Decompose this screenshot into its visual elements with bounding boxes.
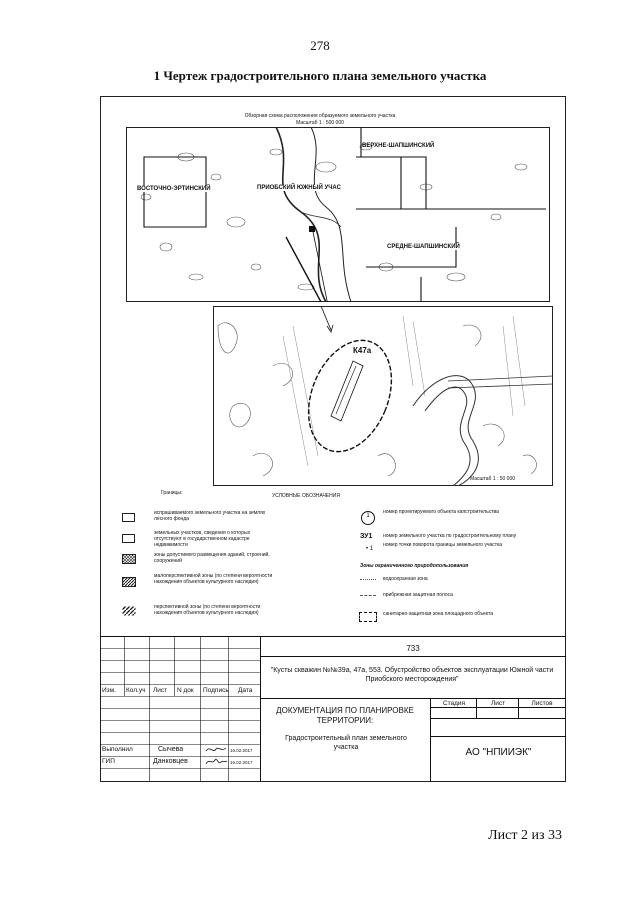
area-label-priobsky: ПРИОБСКИЙ ЮЖНЫЙ УЧАС bbox=[257, 185, 341, 191]
legend-symbol-point: • 1 bbox=[366, 546, 374, 552]
stamp-date-executor: 16.02.2017 bbox=[230, 748, 253, 753]
sheet-footer: Лист 2 из 33 bbox=[488, 828, 562, 843]
overview-caption: Обзорная схема расположения образуемого земельного участка bbox=[244, 113, 396, 119]
signature-executor bbox=[204, 745, 228, 754]
legend-item-parcel: испрашиваемого земельного участка на землях лесного фонда bbox=[154, 510, 266, 522]
legend-swatch-water bbox=[360, 579, 376, 580]
legend-item-sanitary: санитарно-защитная зона площадного объекта bbox=[383, 611, 494, 617]
stamp-role-gip: ГИП bbox=[102, 758, 115, 765]
legend-item-object: номер проектируемого объекта капстроительства bbox=[383, 509, 499, 515]
stamp-header-data: Дата bbox=[238, 687, 253, 694]
legend-item-gkn: земельных участков, сведения о которых отсутствуют в государственном кадастре недвижимости bbox=[154, 530, 251, 548]
stamp-role-executor: Выполнил bbox=[102, 746, 133, 753]
stamp-stage-header: Стадия bbox=[442, 700, 466, 707]
overview-scale: Масштаб 1 : 500 000 bbox=[296, 120, 344, 126]
legend-item-point: номер точки поворота границы земельного участка bbox=[383, 542, 503, 548]
legend-symbol-parcel-num: ЗУ1 bbox=[360, 533, 373, 540]
stamp-header-ndok: N док bbox=[177, 687, 194, 694]
legend-zones-title: Зоны ограниченного природопользования bbox=[360, 563, 469, 569]
detail-scale: Масштаб 1 : 50 000 bbox=[470, 476, 516, 482]
stamp-header-list: Лист bbox=[153, 687, 168, 694]
stamp-header-podpis: Подпись bbox=[203, 687, 229, 694]
legend-symbol-object-num: 1 bbox=[366, 513, 370, 519]
legend-swatch-low-prospect bbox=[122, 577, 136, 587]
legend-item-zone: зоны допустимого размещения зданий, строений, сооружений bbox=[154, 552, 270, 564]
detail-map bbox=[213, 306, 553, 486]
stamp-project: "Кусты скважин №№39а, 47а, 553. Обустройство объектов эксплуатации Южной части Приобского месторождения" bbox=[270, 667, 554, 683]
stamp-header-izm: Изм. bbox=[102, 687, 116, 694]
legend-boundaries-title: Границы: bbox=[161, 490, 183, 496]
stamp-name-gip: Данковцев bbox=[153, 758, 188, 765]
legend-swatch-sanitary bbox=[359, 612, 377, 622]
area-label-sredne: СРЕДНЕ-ШАПШИНСКИЙ bbox=[387, 244, 460, 250]
legend-swatch-parcel bbox=[122, 513, 135, 522]
area-label-vostochno: ВОСТОЧНО-ЭРТИНСКИЙ bbox=[137, 186, 211, 192]
stamp-doc-subtitle: Градостроительный план земельного участка bbox=[285, 735, 407, 751]
stamp-company: АО "НПИИЭК" bbox=[465, 747, 532, 758]
stamp-doc-title: ДОКУМЕНТАЦИЯ ПО ПЛАНИРОВКЕ ТЕРРИТОРИИ: bbox=[276, 706, 414, 725]
stamp-sheet-header: Лист bbox=[490, 700, 506, 707]
legend-swatch-prospect bbox=[122, 606, 136, 616]
site-label: К47а bbox=[353, 346, 372, 355]
legend-swatch-zone bbox=[122, 554, 136, 564]
stamp-name-executor: Сычева bbox=[158, 746, 184, 753]
legend-item-parcel-num: номер земельного участка по градостроительному плану bbox=[383, 533, 517, 539]
legend-title: УСЛОВНЫЕ ОБОЗНАЧЕНИЯ bbox=[272, 493, 340, 499]
legend-item-low-prospect: малоперспективной зоны (по степени вероятности нахождения объектов культурного наследия) bbox=[154, 573, 273, 585]
page-number: 278 bbox=[310, 38, 330, 53]
stamp-sheets-header: Листов bbox=[531, 700, 553, 707]
stamp-header-koluch: Кол.уч bbox=[126, 687, 146, 694]
stamp-code: 733 bbox=[406, 644, 420, 653]
area-label-verkhne: ВЕРХНЕ-ШАПШИНСКИЙ bbox=[362, 143, 435, 149]
legend-item-water: водоохранная зона bbox=[383, 576, 428, 582]
legend-swatch-coastal bbox=[360, 595, 376, 596]
stamp-date-gip: 16.02.2017 bbox=[230, 760, 253, 765]
signature-gip bbox=[204, 757, 228, 767]
legend-item-coastal: прибрежная защитная полоса bbox=[383, 592, 453, 598]
page-title: 1 Чертеж градостроительного плана земельного участка bbox=[153, 68, 487, 83]
overview-map bbox=[126, 127, 550, 302]
legend-swatch-gkn bbox=[122, 534, 135, 543]
legend-item-prospect: перспективной зоны (по степени вероятности нахождения объектов культурного наследия) bbox=[154, 604, 261, 616]
